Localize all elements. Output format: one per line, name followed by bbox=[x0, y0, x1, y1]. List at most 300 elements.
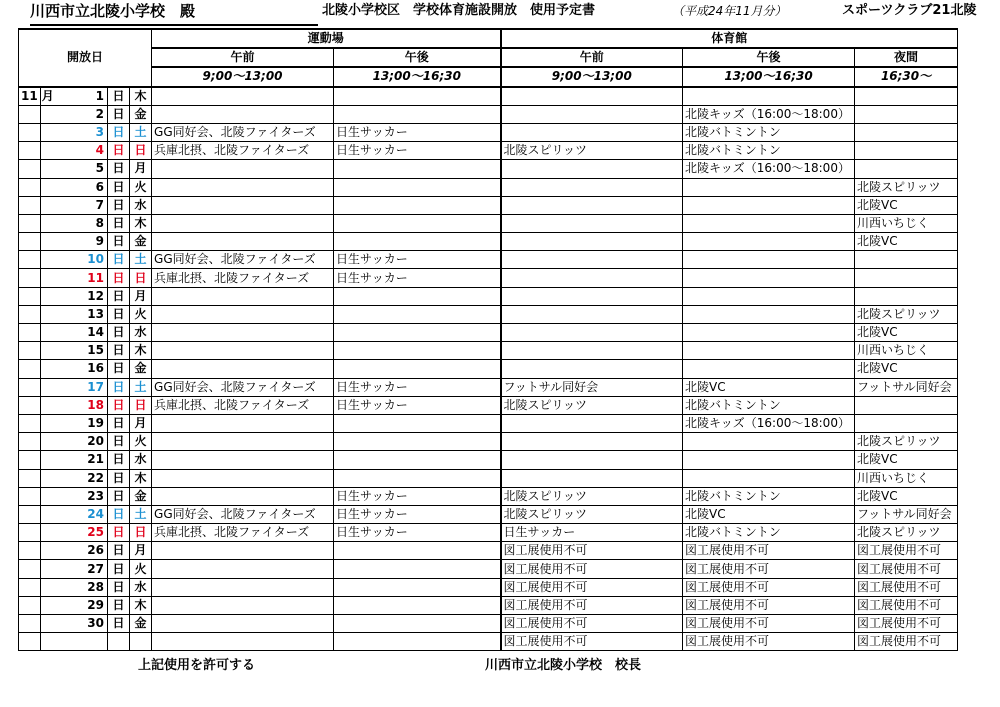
month-cell bbox=[19, 633, 41, 651]
ground-pm-cell: 日生サッカー bbox=[334, 123, 501, 141]
gym-night-cell bbox=[855, 160, 958, 178]
weekday-cell: 水 bbox=[130, 196, 152, 214]
table-row bbox=[19, 305, 958, 323]
month-cell bbox=[19, 615, 41, 633]
table-row bbox=[19, 396, 958, 414]
gym-am-cell bbox=[501, 414, 683, 432]
ground-am-cell: GG同好会、北陵ファイターズ bbox=[152, 251, 334, 269]
gym-night-cell bbox=[855, 414, 958, 432]
table-row bbox=[19, 233, 958, 251]
month-cell bbox=[19, 214, 41, 232]
weekday-cell: 土 bbox=[130, 123, 152, 141]
month-cell bbox=[19, 542, 41, 560]
weekday-cell: 火 bbox=[130, 433, 152, 451]
addressee-title: 川西市立北陵小学校 殿 bbox=[30, 0, 318, 26]
gym-night-cell: 北陵VC bbox=[855, 451, 958, 469]
month-cell bbox=[19, 342, 41, 360]
day-unit: 日 bbox=[108, 487, 130, 505]
ground-pm-cell: 日生サッカー bbox=[334, 505, 501, 523]
ground-am-cell: GG同好会、北陵ファイターズ bbox=[152, 505, 334, 523]
day-number: 13 bbox=[41, 305, 108, 323]
gym-night-cell: 川西いちじく bbox=[855, 214, 958, 232]
gym-am-cell: 日生サッカー bbox=[501, 524, 683, 542]
day-unit: 日 bbox=[108, 396, 130, 414]
weekday-cell: 金 bbox=[130, 105, 152, 123]
ground-am-cell: 兵庫北摂、北陵ファイターズ bbox=[152, 269, 334, 287]
ground-am-cell: GG同好会、北陵ファイターズ bbox=[152, 378, 334, 396]
gym-night-header: 夜間 bbox=[855, 48, 958, 67]
month-cell bbox=[19, 524, 41, 542]
gym-night-cell: 図工展使用不可 bbox=[855, 578, 958, 596]
gym-am-cell bbox=[501, 105, 683, 123]
ground-pm-cell bbox=[334, 287, 501, 305]
header-row-2 bbox=[19, 48, 958, 67]
ground-am-cell bbox=[152, 414, 334, 432]
ground-pm-cell: 日生サッカー bbox=[334, 378, 501, 396]
gym-pm-cell: 北陵バトミントン bbox=[683, 524, 855, 542]
weekday-cell: 火 bbox=[130, 560, 152, 578]
ground-am-cell: 兵庫北摂、北陵ファイターズ bbox=[152, 142, 334, 160]
month-number: 11 bbox=[21, 88, 38, 103]
ground-pm-cell: 日生サッカー bbox=[334, 524, 501, 542]
gym-night-cell bbox=[855, 87, 958, 106]
day-unit: 日 bbox=[108, 233, 130, 251]
table-row bbox=[19, 414, 958, 432]
month-cell bbox=[19, 487, 41, 505]
gym-am-cell bbox=[501, 269, 683, 287]
weekday-cell: 日 bbox=[130, 396, 152, 414]
table-row bbox=[19, 615, 958, 633]
day-number: 27 bbox=[41, 560, 108, 578]
day-unit: 日 bbox=[108, 214, 130, 232]
month-cell bbox=[19, 578, 41, 596]
gym-am-cell: 北陵スピリッツ bbox=[501, 396, 683, 414]
gym-pm-cell bbox=[683, 324, 855, 342]
gym-pm-cell bbox=[683, 196, 855, 214]
day-unit: 日 bbox=[108, 269, 130, 287]
day-number: 2 bbox=[41, 105, 108, 123]
month-cell bbox=[19, 560, 41, 578]
document-title: 北陵小学校区 学校体育施設開放 使用予定書 bbox=[322, 3, 596, 18]
gym-night-cell: 北陵スピリッツ bbox=[855, 524, 958, 542]
gym-pm-cell bbox=[683, 469, 855, 487]
day-number: 8 bbox=[41, 214, 108, 232]
ground-am-cell bbox=[152, 105, 334, 123]
month-cell bbox=[19, 505, 41, 523]
ground-pm-cell bbox=[334, 542, 501, 560]
gym-am-cell bbox=[501, 214, 683, 232]
month-cell bbox=[19, 596, 41, 614]
day-unit bbox=[108, 633, 130, 651]
month-cell bbox=[19, 414, 41, 432]
ground-pm-cell bbox=[334, 414, 501, 432]
ground-am-cell bbox=[152, 233, 334, 251]
weekday-cell: 土 bbox=[130, 251, 152, 269]
table-row bbox=[19, 451, 958, 469]
gym-night-cell: 北陵VC bbox=[855, 360, 958, 378]
gym-pm-cell bbox=[683, 251, 855, 269]
day-number: 4 bbox=[41, 142, 108, 160]
ground-pm-cell bbox=[334, 342, 501, 360]
ground-am-cell bbox=[152, 324, 334, 342]
gym-am-cell bbox=[501, 469, 683, 487]
gym-header: 体育館 bbox=[501, 29, 958, 48]
principal-signature-label: 川西市立北陵小学校 校長 bbox=[485, 658, 642, 673]
gym-am-cell: 図工展使用不可 bbox=[501, 596, 683, 614]
gym-night-cell: 図工展使用不可 bbox=[855, 560, 958, 578]
day-number: 29 bbox=[41, 596, 108, 614]
gym-night-cell: 図工展使用不可 bbox=[855, 615, 958, 633]
table-row bbox=[19, 214, 958, 232]
ground-am-cell bbox=[152, 578, 334, 596]
day-number: 20 bbox=[41, 433, 108, 451]
table-row bbox=[19, 633, 958, 651]
ground-am-cell bbox=[152, 196, 334, 214]
month-cell bbox=[19, 451, 41, 469]
gym-pm-time: 13;00～16;30 bbox=[683, 67, 855, 86]
ground-am-time: 9;00～13;00 bbox=[152, 67, 334, 86]
table-row bbox=[19, 378, 958, 396]
day-number: 25 bbox=[41, 524, 108, 542]
day-number bbox=[41, 633, 108, 651]
month-cell bbox=[19, 433, 41, 451]
gym-night-cell: 図工展使用不可 bbox=[855, 542, 958, 560]
club-name: スポーツクラブ21北陵 bbox=[842, 3, 977, 18]
ground-pm-cell: 日生サッカー bbox=[334, 396, 501, 414]
ground-am-cell bbox=[152, 560, 334, 578]
weekday-cell: 月 bbox=[130, 287, 152, 305]
day-unit: 日 bbox=[108, 414, 130, 432]
schedule-table bbox=[18, 28, 958, 651]
table-row bbox=[19, 178, 958, 196]
gym-night-cell: 図工展使用不可 bbox=[855, 633, 958, 651]
weekday-cell: 木 bbox=[130, 87, 152, 106]
gym-pm-cell bbox=[683, 214, 855, 232]
day-unit: 日 bbox=[108, 324, 130, 342]
weekday-cell: 水 bbox=[130, 324, 152, 342]
gym-pm-cell: 北陵VC bbox=[683, 378, 855, 396]
ground-am-cell bbox=[152, 360, 334, 378]
period-label: （平成24年11月分） bbox=[672, 4, 787, 18]
gym-am-cell bbox=[501, 233, 683, 251]
gym-pm-cell: 北陵バトミントン bbox=[683, 396, 855, 414]
gym-night-cell: 川西いちじく bbox=[855, 342, 958, 360]
month-cell bbox=[19, 160, 41, 178]
gym-am-cell: 北陵スピリッツ bbox=[501, 487, 683, 505]
day-number: 18 bbox=[41, 396, 108, 414]
weekday-cell: 金 bbox=[130, 233, 152, 251]
table-row bbox=[19, 287, 958, 305]
month-cell bbox=[19, 105, 41, 123]
table-row bbox=[19, 105, 958, 123]
gym-am-cell: 図工展使用不可 bbox=[501, 615, 683, 633]
gym-am-cell: 北陵スピリッツ bbox=[501, 142, 683, 160]
ground-pm-cell bbox=[334, 105, 501, 123]
ground-pm-cell bbox=[334, 178, 501, 196]
gym-am-cell bbox=[501, 251, 683, 269]
weekday-cell: 月 bbox=[130, 160, 152, 178]
day-unit: 日 bbox=[108, 505, 130, 523]
table-row bbox=[19, 469, 958, 487]
gym-pm-cell: 図工展使用不可 bbox=[683, 596, 855, 614]
gym-night-cell: 北陵スピリッツ bbox=[855, 178, 958, 196]
day-number: 9 bbox=[41, 233, 108, 251]
ground-am-cell: 兵庫北摂、北陵ファイターズ bbox=[152, 396, 334, 414]
day-unit: 日 bbox=[108, 433, 130, 451]
month-cell bbox=[19, 123, 41, 141]
weekday-cell: 金 bbox=[130, 615, 152, 633]
gym-am-cell bbox=[501, 196, 683, 214]
gym-pm-cell: 図工展使用不可 bbox=[683, 615, 855, 633]
gym-night-cell bbox=[855, 251, 958, 269]
gym-pm-cell bbox=[683, 287, 855, 305]
gym-night-cell: フットサル同好会 bbox=[855, 378, 958, 396]
gym-am-cell bbox=[501, 178, 683, 196]
ground-pm-cell bbox=[334, 633, 501, 651]
ground-am-cell: 兵庫北摂、北陵ファイターズ bbox=[152, 524, 334, 542]
day-number: 14 bbox=[41, 324, 108, 342]
ground-am-cell bbox=[152, 451, 334, 469]
ground-pm-cell bbox=[334, 233, 501, 251]
table-row bbox=[19, 142, 958, 160]
day-number: 7 bbox=[41, 196, 108, 214]
table-row bbox=[19, 123, 958, 141]
weekday-cell: 木 bbox=[130, 469, 152, 487]
month-cell bbox=[19, 378, 41, 396]
month-cell bbox=[19, 142, 41, 160]
day-unit: 日 bbox=[108, 123, 130, 141]
table-row bbox=[19, 342, 958, 360]
month-cell bbox=[19, 324, 41, 342]
gym-am-cell bbox=[501, 451, 683, 469]
table-row bbox=[19, 324, 958, 342]
weekday-cell bbox=[130, 633, 152, 651]
gym-pm-cell: 図工展使用不可 bbox=[683, 578, 855, 596]
day-unit: 日 bbox=[108, 178, 130, 196]
ground-am-cell bbox=[152, 596, 334, 614]
gym-pm-cell bbox=[683, 305, 855, 323]
day-unit: 日 bbox=[108, 615, 130, 633]
day-unit: 日 bbox=[108, 542, 130, 560]
month-cell bbox=[19, 360, 41, 378]
open-day-header: 開放日 bbox=[19, 29, 152, 87]
gym-night-cell bbox=[855, 123, 958, 141]
day-unit: 日 bbox=[108, 160, 130, 178]
day-number: 5 bbox=[41, 160, 108, 178]
day-unit: 日 bbox=[108, 378, 130, 396]
ground-pm-cell bbox=[334, 469, 501, 487]
ground-pm-cell bbox=[334, 360, 501, 378]
table-row bbox=[19, 596, 958, 614]
day-number: 12 bbox=[41, 287, 108, 305]
day-number: 11 bbox=[41, 269, 108, 287]
ground-pm-cell: 日生サッカー bbox=[334, 142, 501, 160]
weekday-cell: 日 bbox=[130, 142, 152, 160]
gym-pm-cell: 図工展使用不可 bbox=[683, 633, 855, 651]
gym-am-cell bbox=[501, 324, 683, 342]
table-row bbox=[19, 251, 958, 269]
ground-pm-cell bbox=[334, 160, 501, 178]
month-cell bbox=[19, 178, 41, 196]
day-number: 1 bbox=[41, 87, 108, 106]
ground-pm-cell bbox=[334, 451, 501, 469]
table-row bbox=[19, 433, 958, 451]
day-unit: 日 bbox=[108, 524, 130, 542]
month-cell bbox=[19, 396, 41, 414]
ground-am-cell bbox=[152, 160, 334, 178]
month-cell bbox=[19, 196, 41, 214]
gym-am-cell bbox=[501, 123, 683, 141]
table-row bbox=[19, 578, 958, 596]
gym-pm-cell bbox=[683, 178, 855, 196]
weekday-cell: 日 bbox=[130, 524, 152, 542]
gym-pm-cell: 図工展使用不可 bbox=[683, 560, 855, 578]
gym-am-cell bbox=[501, 87, 683, 106]
table-row bbox=[19, 196, 958, 214]
weekday-cell: 日 bbox=[130, 269, 152, 287]
month-cell bbox=[19, 469, 41, 487]
table-row bbox=[19, 524, 958, 542]
ground-pm-cell bbox=[334, 578, 501, 596]
day-number: 3 bbox=[41, 123, 108, 141]
month-cell bbox=[19, 233, 41, 251]
day-unit: 日 bbox=[108, 451, 130, 469]
weekday-cell: 金 bbox=[130, 360, 152, 378]
gym-night-cell: 川西いちじく bbox=[855, 469, 958, 487]
weekday-cell: 金 bbox=[130, 487, 152, 505]
ground-pm-cell bbox=[334, 214, 501, 232]
table-row bbox=[19, 542, 958, 560]
day-unit: 日 bbox=[108, 105, 130, 123]
day-unit: 日 bbox=[108, 251, 130, 269]
table-row bbox=[19, 560, 958, 578]
day-number: 26 bbox=[41, 542, 108, 560]
gym-night-cell bbox=[855, 105, 958, 123]
gym-pm-cell: 北陵キッズ（16:00～18:00） bbox=[683, 105, 855, 123]
gym-night-cell: 北陵VC bbox=[855, 324, 958, 342]
ground-am-cell bbox=[152, 178, 334, 196]
gym-am-cell bbox=[501, 342, 683, 360]
day-number: 30 bbox=[41, 615, 108, 633]
gym-night-cell bbox=[855, 142, 958, 160]
weekday-cell: 火 bbox=[130, 178, 152, 196]
gym-night-cell: 北陵VC bbox=[855, 233, 958, 251]
day-number: 28 bbox=[41, 578, 108, 596]
gym-night-cell bbox=[855, 396, 958, 414]
gym-am-cell bbox=[501, 287, 683, 305]
weekday-cell: 月 bbox=[130, 414, 152, 432]
gym-pm-cell: 北陵キッズ（16:00～18:00） bbox=[683, 414, 855, 432]
day-number: 24 bbox=[41, 505, 108, 523]
ground-pm-cell bbox=[334, 596, 501, 614]
month-cell bbox=[19, 251, 41, 269]
ground-pm-cell bbox=[334, 560, 501, 578]
ground-pm-time: 13;00～16;30 bbox=[334, 67, 501, 86]
month-cell bbox=[19, 287, 41, 305]
weekday-cell: 火 bbox=[130, 305, 152, 323]
ground-am-cell bbox=[152, 615, 334, 633]
day-number: 19 bbox=[41, 414, 108, 432]
ground-pm-cell bbox=[334, 615, 501, 633]
weekday-cell: 木 bbox=[130, 596, 152, 614]
gym-am-cell bbox=[501, 305, 683, 323]
gym-night-cell: 北陵VC bbox=[855, 487, 958, 505]
gym-pm-cell bbox=[683, 87, 855, 106]
month-unit: 月 bbox=[41, 88, 54, 103]
gym-night-cell: 北陵VC bbox=[855, 196, 958, 214]
ground-am-cell bbox=[152, 214, 334, 232]
ground-pm-cell bbox=[334, 196, 501, 214]
gym-pm-cell: 北陵バトミントン bbox=[683, 487, 855, 505]
day-unit: 日 bbox=[108, 287, 130, 305]
ground-header: 運動場 bbox=[152, 29, 501, 48]
day-unit: 日 bbox=[108, 578, 130, 596]
gym-am-cell bbox=[501, 433, 683, 451]
gym-am-cell bbox=[501, 360, 683, 378]
gym-night-cell: フットサル同好会 bbox=[855, 505, 958, 523]
ground-pm-cell: 日生サッカー bbox=[334, 487, 501, 505]
gym-pm-cell: 北陵キッズ（16:00～18:00） bbox=[683, 160, 855, 178]
gym-am-cell: 図工展使用不可 bbox=[501, 633, 683, 651]
header-row-1 bbox=[19, 29, 958, 48]
table-row bbox=[19, 487, 958, 505]
ground-am-cell bbox=[152, 287, 334, 305]
ground-pm-cell bbox=[334, 305, 501, 323]
gym-pm-cell bbox=[683, 342, 855, 360]
day-unit: 日 bbox=[108, 596, 130, 614]
gym-night-time: 16;30～ bbox=[855, 67, 958, 86]
ground-am-cell bbox=[152, 469, 334, 487]
ground-am-cell bbox=[152, 542, 334, 560]
gym-pm-cell bbox=[683, 233, 855, 251]
day-number: 10 bbox=[41, 251, 108, 269]
day-number: 6 bbox=[41, 178, 108, 196]
month-cell bbox=[19, 87, 54, 106]
table-row bbox=[19, 87, 958, 106]
gym-am-cell: 図工展使用不可 bbox=[501, 578, 683, 596]
ground-am-cell bbox=[152, 487, 334, 505]
table-row bbox=[19, 505, 958, 523]
day-unit: 日 bbox=[108, 196, 130, 214]
header-row-3 bbox=[19, 67, 958, 86]
day-unit: 日 bbox=[108, 305, 130, 323]
gym-am-cell: 図工展使用不可 bbox=[501, 542, 683, 560]
gym-pm-header: 午後 bbox=[683, 48, 855, 67]
table-row bbox=[19, 269, 958, 287]
gym-pm-cell bbox=[683, 360, 855, 378]
gym-pm-cell bbox=[683, 269, 855, 287]
day-number: 22 bbox=[41, 469, 108, 487]
gym-am-cell: フットサル同好会 bbox=[501, 378, 683, 396]
gym-am-cell: 図工展使用不可 bbox=[501, 560, 683, 578]
ground-pm-cell bbox=[334, 87, 501, 106]
ground-pm-cell bbox=[334, 433, 501, 451]
day-number: 23 bbox=[41, 487, 108, 505]
ground-pm-cell bbox=[334, 324, 501, 342]
day-number: 16 bbox=[41, 360, 108, 378]
ground-pm-cell: 日生サッカー bbox=[334, 269, 501, 287]
ground-am-cell bbox=[152, 633, 334, 651]
weekday-cell: 水 bbox=[130, 578, 152, 596]
gym-pm-cell bbox=[683, 451, 855, 469]
gym-night-cell: 北陵スピリッツ bbox=[855, 433, 958, 451]
day-number: 17 bbox=[41, 378, 108, 396]
gym-night-cell bbox=[855, 269, 958, 287]
table-row bbox=[19, 360, 958, 378]
ground-am-cell bbox=[152, 87, 334, 106]
weekday-cell: 木 bbox=[130, 342, 152, 360]
gym-am-cell: 北陵スピリッツ bbox=[501, 505, 683, 523]
